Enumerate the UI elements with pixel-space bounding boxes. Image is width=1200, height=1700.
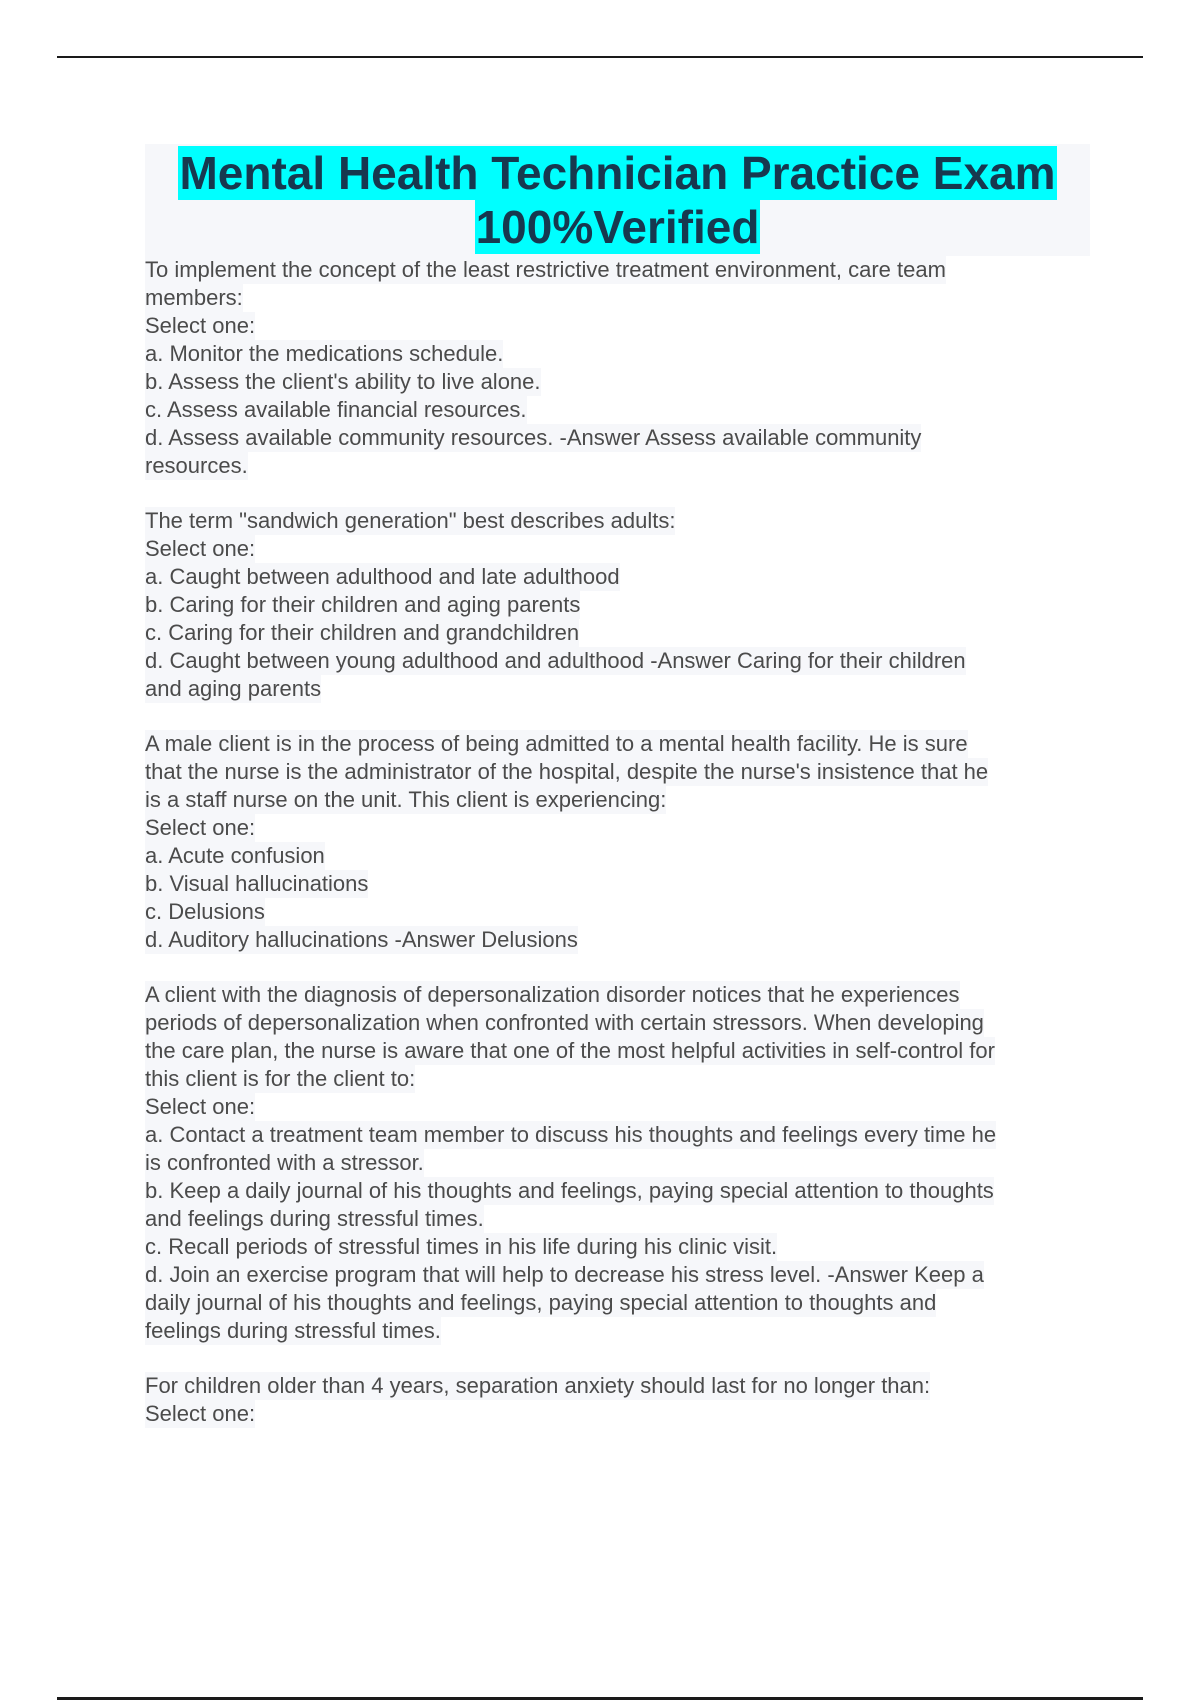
question-line-row	[145, 1317, 1090, 1345]
question-line-row	[145, 1205, 1090, 1233]
question-block	[145, 507, 1090, 703]
question-line-row	[145, 898, 1090, 926]
question-line: and aging parents	[145, 676, 322, 701]
question-line-row	[145, 424, 1090, 452]
question-line-row	[145, 340, 1090, 368]
question-line: resources.	[145, 453, 248, 478]
question-line: The term "sandwich generation" best describes adults:	[145, 508, 676, 533]
question-line-row	[145, 1065, 1090, 1093]
question-line: d. Auditory hallucinations -Answer Delusions	[145, 927, 578, 952]
question-line: For children older than 4 years, separation anxiety should last for no longer than:	[145, 1373, 931, 1398]
question-line: A male client is in the process of being admitted to a mental health facility. He is sure	[145, 731, 968, 756]
question-line: c. Caring for their children and grandchildren	[145, 620, 580, 645]
question-line: Select one:	[145, 536, 256, 561]
question-line-row	[145, 730, 1090, 758]
question-gap	[145, 1345, 1090, 1372]
question-line: c. Recall periods of stressful times in his life during his clinic visit.	[145, 1234, 778, 1259]
question-line: d. Assess available community resources. -Answer Assess available community	[145, 425, 922, 450]
question-list	[145, 256, 1090, 1428]
title-line-1: Mental Health Technician Practice Exam	[179, 147, 1056, 199]
question-line: b. Keep a daily journal of his thoughts and feelings, paying special attention to thoughts	[145, 1178, 994, 1203]
question-line: Select one:	[145, 815, 256, 840]
question-line: b. Assess the client's ability to live alone.	[145, 369, 541, 394]
question-line: members:	[145, 285, 243, 310]
question-line: a. Contact a treatment team member to discuss his thoughts and feelings every time he	[145, 1122, 997, 1147]
question-line-row	[145, 1009, 1090, 1037]
question-line-row	[145, 396, 1090, 424]
question-line: A client with the diagnosis of depersonalization disorder notices that he experiences	[145, 982, 960, 1007]
question-line: is a staff nurse on the unit. This client is experiencing:	[145, 787, 667, 812]
question-line-row	[145, 926, 1090, 954]
top-rule	[57, 56, 1143, 58]
question-line: Select one:	[145, 1401, 256, 1426]
question-line-row	[145, 312, 1090, 340]
question-gap	[145, 703, 1090, 730]
document-title	[145, 144, 1090, 256]
question-line-row	[145, 284, 1090, 312]
question-line-row	[145, 758, 1090, 786]
question-line-row	[145, 535, 1090, 563]
question-line: d. Join an exercise program that will help to decrease his stress level. -Answer Keep a	[145, 1262, 984, 1287]
question-line: Select one:	[145, 313, 256, 338]
question-block	[145, 256, 1090, 480]
question-line-row	[145, 507, 1090, 535]
question-line-row	[145, 1400, 1090, 1428]
question-line: a. Monitor the medications schedule.	[145, 341, 504, 366]
question-line-row	[145, 647, 1090, 675]
question-line: Select one:	[145, 1094, 256, 1119]
question-line-row	[145, 591, 1090, 619]
question-line: a. Acute confusion	[145, 843, 325, 868]
question-block	[145, 1372, 1090, 1428]
title-line-2: 100%Verified	[475, 201, 760, 253]
question-line: this client is for the client to:	[145, 1066, 416, 1091]
question-line-row	[145, 1261, 1090, 1289]
question-line-row	[145, 814, 1090, 842]
question-line-row	[145, 368, 1090, 396]
question-line: that the nurse is the administrator of the hospital, despite the nurse's insistence that he	[145, 759, 989, 784]
question-line: d. Caught between young adulthood and adulthood -Answer Caring for their children	[145, 648, 966, 673]
question-line: the care plan, the nurse is aware that one of the most helpful activities in self-control for	[145, 1038, 995, 1063]
question-line-row	[145, 786, 1090, 814]
question-line: a. Caught between adulthood and late adulthood	[145, 564, 620, 589]
question-line: and feelings during stressful times.	[145, 1206, 484, 1231]
question-block	[145, 730, 1090, 954]
question-line: To implement the concept of the least restrictive treatment environment, care team	[145, 257, 946, 282]
question-line-row	[145, 619, 1090, 647]
question-line-row	[145, 1289, 1090, 1317]
question-line: is confronted with a stressor.	[145, 1150, 424, 1175]
question-line-row	[145, 842, 1090, 870]
question-line-row	[145, 563, 1090, 591]
question-line-row	[145, 1233, 1090, 1261]
question-line-row	[145, 256, 1090, 284]
question-line: c. Assess available financial resources.	[145, 397, 527, 422]
question-line-row	[145, 1149, 1090, 1177]
question-line-row	[145, 675, 1090, 703]
question-line-row	[145, 1177, 1090, 1205]
question-line-row	[145, 981, 1090, 1009]
question-line-row	[145, 1121, 1090, 1149]
question-line: b. Caring for their children and aging parents	[145, 592, 581, 617]
question-line: b. Visual hallucinations	[145, 871, 369, 896]
question-line-row	[145, 1093, 1090, 1121]
question-line-row	[145, 452, 1090, 480]
question-gap	[145, 954, 1090, 981]
question-line-row	[145, 870, 1090, 898]
question-gap	[145, 480, 1090, 507]
question-line: periods of depersonalization when confronted with certain stressors. When developing	[145, 1010, 984, 1035]
question-line-row	[145, 1037, 1090, 1065]
question-block	[145, 981, 1090, 1345]
question-line: feelings during stressful times.	[145, 1318, 441, 1343]
question-line: c. Delusions	[145, 899, 265, 924]
question-line-row	[145, 1372, 1090, 1400]
question-line: daily journal of his thoughts and feelings, paying special attention to thoughts and	[145, 1290, 937, 1315]
